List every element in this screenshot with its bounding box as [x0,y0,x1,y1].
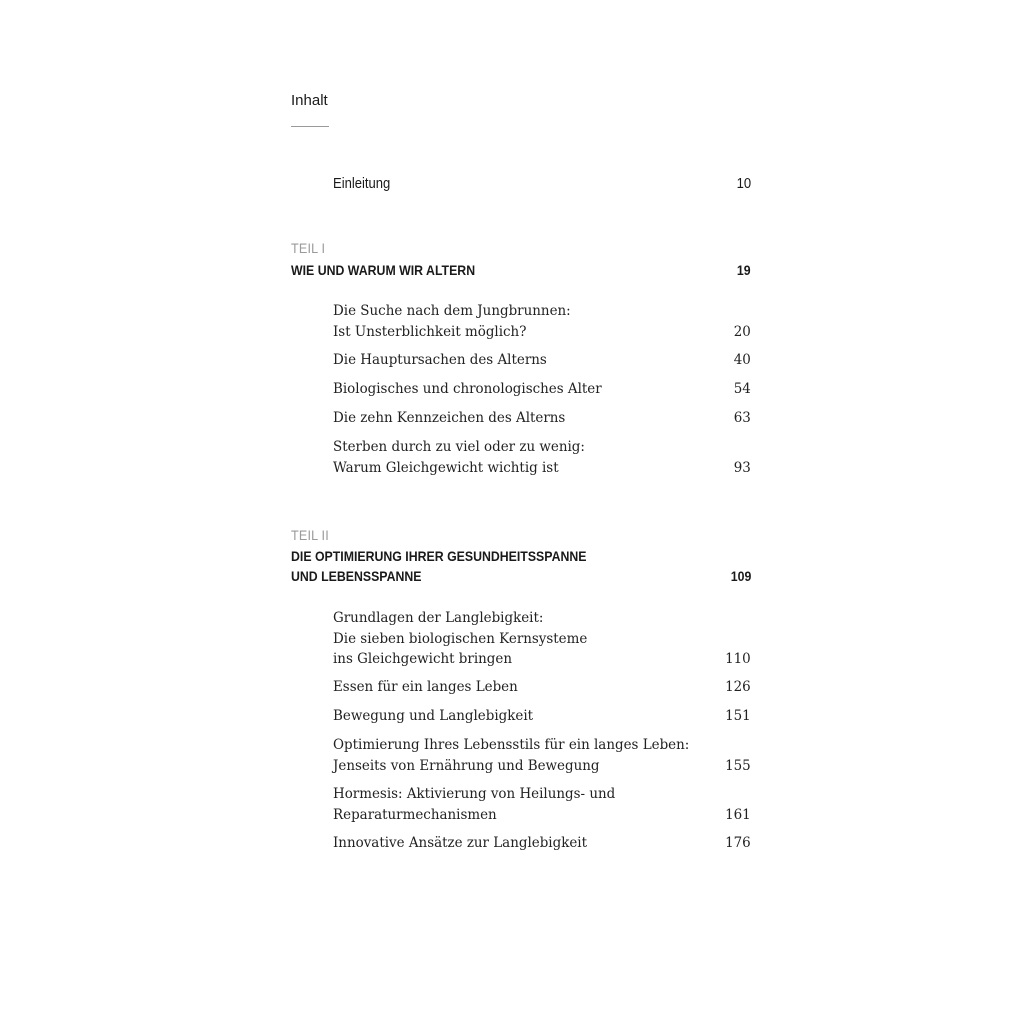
entry-title: Die zehn Kennzeichen des Alterns [333,410,566,426]
entry-page: 155 [725,757,751,774]
toc-entry[interactable] [333,301,751,342]
toc-entry[interactable] [333,379,751,400]
entry-page: 54 [733,381,751,397]
part-label: TEIL I [291,240,326,256]
toc-heading: Inhalt [291,92,328,109]
entry-title: Biologisches und chronologisches Alter [333,381,602,397]
part-title-row[interactable] [291,546,751,586]
entry-title: Hormesis: Aktivierung von Heilungs- und Reparaturmechanismen [333,786,616,823]
entry-title: Die Suche nach dem Jungbrunnen: Ist Unsterblichkeit möglich? [333,303,571,340]
entry-title: Bewegung und Langlebigkeit [333,708,534,724]
entry-page: 63 [733,410,751,426]
toc-entry[interactable] [333,833,751,854]
toc-entry[interactable] [333,706,751,727]
part-page: 19 [737,262,751,278]
entry-page: 40 [733,352,751,368]
entry-page: 93 [733,459,751,476]
toc-entry[interactable] [333,735,751,776]
part-title: DIE OPTIMIERUNG IHRER GESUNDHEITSSPANNE UND LEBENSSPANNE [291,548,587,584]
toc-entry[interactable] [333,408,751,429]
entry-title: Einleitung [333,176,391,192]
entry-title: Optimierung Ihres Lebensstils für ein langes Leben: Jenseits von Ernährung und Bewegung [333,737,690,774]
entry-page: 10 [736,176,751,192]
entry-page: 20 [733,323,751,340]
entry-page: 176 [725,835,751,851]
toc-entry[interactable] [333,784,751,825]
toc-entry[interactable] [333,437,751,478]
entry-title: Sterben durch zu viel oder zu wenig: Warum Gleichgewicht wichtig ist [333,439,585,476]
entry-title: Grundlagen der Langlebigkeit: Die sieben biologischen Kernsysteme ins Gleichgewicht bringen [333,610,588,667]
entry-title: Die Hauptursachen des Alterns [333,352,547,368]
part-label: TEIL II [291,527,329,543]
toc-entry-intro[interactable] [333,176,751,192]
part-page: 109 [730,568,751,584]
entry-title: Essen für ein langes Leben [333,679,518,695]
entry-page: 110 [725,651,751,667]
toc-entry[interactable] [333,608,751,670]
entry-page: 151 [725,708,751,724]
entry-page: 126 [725,679,751,695]
part-title-row[interactable] [291,260,751,280]
entry-page: 161 [725,806,751,823]
toc-entry[interactable] [333,350,751,371]
entry-title: Innovative Ansätze zur Langlebigkeit [333,835,588,851]
toc-entry[interactable] [333,677,751,698]
heading-underline [291,126,329,127]
part-title: WIE UND WARUM WIR ALTERN [291,262,476,278]
